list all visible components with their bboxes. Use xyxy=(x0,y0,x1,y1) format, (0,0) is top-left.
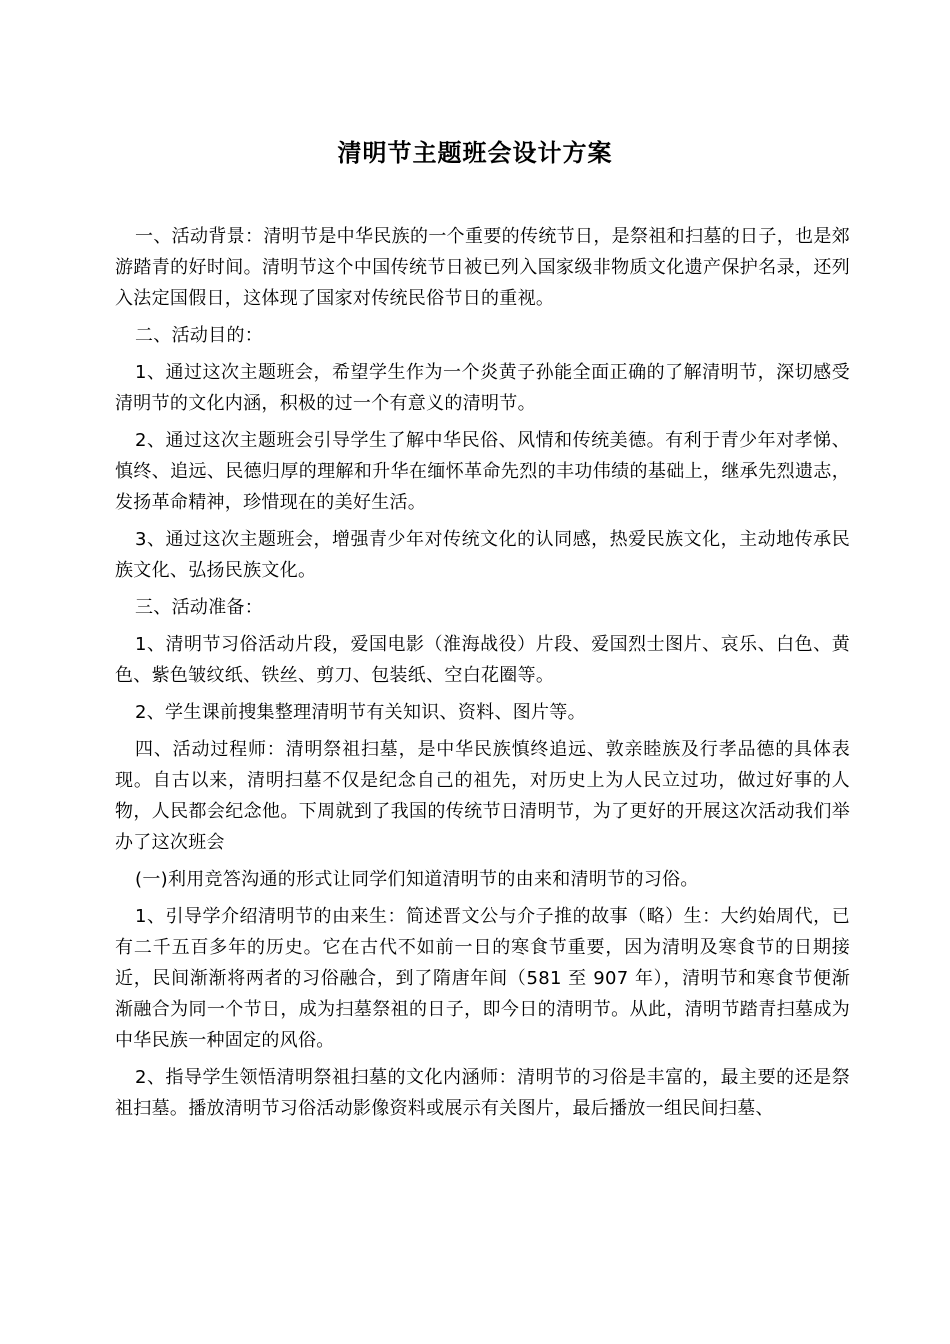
paragraph-purpose-2: 2、通过这次主题班会引导学生了解中华民俗、风情和传统美德。有利于青少年对孝悌、慎终、追远、民德归厚的理解和升华在缅怀革命先烈的丰功伟绩的基础上，继承先烈遗志，发扬革命精神，珍惜现在的美好生活。 xyxy=(115,430,850,513)
heading-preparation: 三、活动准备： xyxy=(135,597,264,618)
paragraph-preparation-2: 2、学生课前搜集整理清明节有关知识、资料、图片等。 xyxy=(135,702,586,723)
paragraph-purpose-1: 1、通过这次主题班会，希望学生作为一个炎黄子孙能全面正确的了解清明节，深切感受清明节的文化内涵，积极的过一个有意义的清明节。 xyxy=(115,362,850,414)
paragraph-preparation-1: 1、清明节习俗活动片段，爱国电影（淮海战役）片段、爱国烈士图片、哀乐、白色、黄色、紫色皱纹纸、铁丝、剪刀、包装纸、空白花圈等。 xyxy=(115,634,850,686)
page-title: 清明节主题班会设计方案 xyxy=(337,139,613,167)
paragraph-customs: 2、指导学生领悟清明祭祖扫墓的文化内涵师：清明节的习俗是丰富的，最主要的还是祭祖扫墓。播放清明节习俗活动影像资料或展示有关图片，最后播放一组民间扫墓、 xyxy=(115,1067,850,1119)
heading-purpose: 二、活动目的： xyxy=(135,325,264,346)
paragraph-process: 四、活动过程师：清明祭祖扫墓，是中华民族慎终追远、敦亲睦族及行孝品德的具体表现。自古以来，清明扫墓不仅是纪念自己的祖先，对历史上为人民立过功，做过好事的人物，人民都会纪念他。下周就到了我国的传统节日清明节，为了更好的开展这次活动我们举办了这次班会 xyxy=(115,739,850,853)
paragraph-background: 一、活动背景：清明节是中华民族的一个重要的传统节日，是祭祖和扫墓的日子，也是郊游踏青的好时间。清明节这个中国传统节日被已列入国家级非物质文化遗产保护名录，还列入法定国假日，这体现了国家对传统民俗节日的重视。 xyxy=(115,226,850,309)
paragraph-origin: 1、引导学介绍清明节的由来生：简述晋文公与介子推的故事（略）生：大约始周代，已有二千五百多年的历史。它在古代不如前一日的寒食节重要，因为清明及寒食节的日期接近，民间渐渐将两者的习俗融合，到了隋唐年间（581 至 907 年），清明节和寒食节便渐渐融合为同一个节日，成为扫墓祭祖的日子，即今日的清明节。从此，清明节踏青扫墓成为中华民族一种固定的风俗。 xyxy=(115,906,850,1051)
document-body xyxy=(115,221,850,1124)
paragraph-purpose-3: 3、通过这次主题班会，增强青少年对传统文化的认同感，热爱民族文化，主动地传承民族文化、弘扬民族文化。 xyxy=(115,529,850,581)
heading-process-part-1: (一)利用竞答沟通的形式让同学们知道清明节的由来和清明节的习俗。 xyxy=(135,869,699,890)
